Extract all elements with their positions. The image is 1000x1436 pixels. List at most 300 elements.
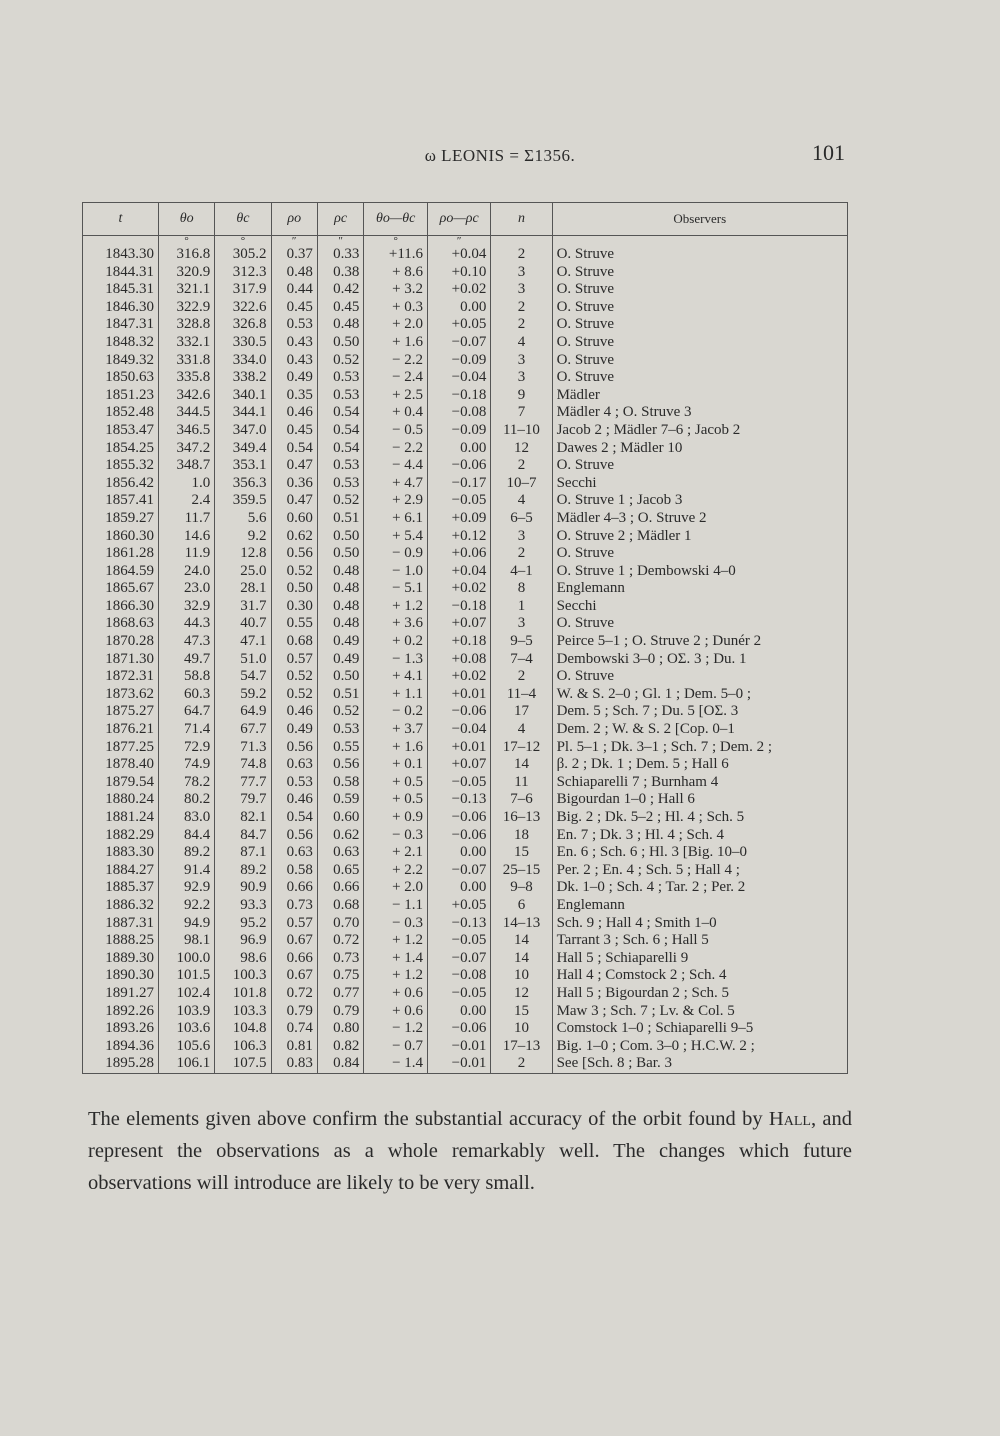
table-cell: 9–5 (491, 633, 552, 651)
table-cell: 1890.30 (83, 967, 159, 985)
table-cell: 17–13 (491, 1038, 552, 1056)
table-cell: Mädler (552, 387, 847, 405)
unit-cell: ″ (428, 236, 491, 247)
table-cell: 344.1 (215, 404, 271, 422)
table-cell: 0.52 (317, 703, 363, 721)
table-cell: + 2.1 (364, 844, 428, 862)
table-cell: 0.68 (317, 897, 363, 915)
table-cell: 0.82 (317, 1038, 363, 1056)
table-cell: 8 (491, 580, 552, 598)
table-cell: 0.83 (271, 1055, 317, 1073)
table-cell: 47.1 (215, 633, 271, 651)
table-cell: −0.09 (428, 352, 491, 370)
table-cell: 12 (491, 440, 552, 458)
table-row (83, 967, 848, 985)
table-cell: 1851.23 (83, 387, 159, 405)
table-cell: −0.09 (428, 422, 491, 440)
table-cell: 1881.24 (83, 809, 159, 827)
table-cell: 331.8 (159, 352, 215, 370)
table-cell: 1859.27 (83, 510, 159, 528)
table-cell: − 5.1 (364, 580, 428, 598)
table-cell: 1850.63 (83, 369, 159, 387)
table-cell: 0.51 (317, 510, 363, 528)
table-cell: W. & S. 2–0 ; Gl. 1 ; Dem. 5–0 ; (552, 686, 847, 704)
table-cell: 1883.30 (83, 844, 159, 862)
table-cell: 71.4 (159, 721, 215, 739)
table-cell: β. 2 ; Dk. 1 ; Dem. 5 ; Hall 6 (552, 756, 847, 774)
table-cell: 0.68 (271, 633, 317, 651)
table-cell: 1876.21 (83, 721, 159, 739)
table-row (83, 352, 848, 370)
table-row (83, 510, 848, 528)
table-cell: 24.0 (159, 563, 215, 581)
table-cell: 15 (491, 844, 552, 862)
table-cell: 60.3 (159, 686, 215, 704)
table-cell: 84.7 (215, 827, 271, 845)
table-cell: 7–4 (491, 651, 552, 669)
table-cell: 0.67 (271, 967, 317, 985)
table-cell: −0.06 (428, 827, 491, 845)
table-cell: 0.72 (317, 932, 363, 950)
unit-cell (491, 236, 552, 247)
table-cell: 2 (491, 246, 552, 264)
table-cell: 5.6 (215, 510, 271, 528)
table-cell: 334.0 (215, 352, 271, 370)
table-cell: + 0.1 (364, 756, 428, 774)
table-cell: − 1.4 (364, 1055, 428, 1073)
table-cell: 1872.31 (83, 668, 159, 686)
table-cell: 0.52 (317, 352, 363, 370)
table-row (83, 651, 848, 669)
paragraph-text-end: , and represent the observations as a whole remarkably well. The changes which future observations will introduce are likely to be very small. (88, 1108, 852, 1194)
table-cell: 72.9 (159, 739, 215, 757)
table-cell: 0.35 (271, 387, 317, 405)
table-cell: 1848.32 (83, 334, 159, 352)
table-cell: 0.73 (271, 897, 317, 915)
table-cell: 0.53 (317, 457, 363, 475)
table-cell: 91.4 (159, 862, 215, 880)
table-cell: 0.00 (428, 879, 491, 897)
table-cell: 1852.48 (83, 404, 159, 422)
table-cell: + 0.2 (364, 633, 428, 651)
table-cell: 1853.47 (83, 422, 159, 440)
table-cell: −0.06 (428, 809, 491, 827)
table-cell: 0.46 (271, 703, 317, 721)
table-row (83, 528, 848, 546)
table-cell: 96.9 (215, 932, 271, 950)
table-cell: 3 (491, 369, 552, 387)
table-cell: 6 (491, 897, 552, 915)
table-cell: +0.05 (428, 316, 491, 334)
table-cell: 47.3 (159, 633, 215, 651)
table-cell: 2 (491, 299, 552, 317)
table-cell: 90.9 (215, 879, 271, 897)
table-cell: −0.05 (428, 774, 491, 792)
table-cell: Secchi (552, 475, 847, 493)
table-cell: 1891.27 (83, 985, 159, 1003)
table-cell: 4 (491, 334, 552, 352)
table-cell: −0.18 (428, 387, 491, 405)
table-row (83, 1055, 848, 1073)
table-cell: 0.57 (271, 651, 317, 669)
table-cell: + 2.0 (364, 316, 428, 334)
table-cell: 0.75 (317, 967, 363, 985)
table-cell: 74.8 (215, 756, 271, 774)
table-cell: 18 (491, 827, 552, 845)
table-cell: 0.45 (317, 299, 363, 317)
table-cell: 10 (491, 1020, 552, 1038)
table-cell: 1845.31 (83, 281, 159, 299)
table-cell: 0.49 (317, 651, 363, 669)
table-cell: Dawes 2 ; Mädler 10 (552, 440, 847, 458)
table-header-row (83, 203, 848, 236)
table-cell: 1870.28 (83, 633, 159, 651)
table-row (83, 932, 848, 950)
table-body (83, 236, 848, 1074)
table-cell: + 2.2 (364, 862, 428, 880)
table-cell: 0.50 (317, 668, 363, 686)
unit-cell: ″ (317, 236, 363, 247)
table-row (83, 739, 848, 757)
table-cell: 11–10 (491, 422, 552, 440)
table-cell: 4 (491, 492, 552, 510)
table-cell: 340.1 (215, 387, 271, 405)
table-cell: + 0.4 (364, 404, 428, 422)
table-cell: 0.38 (317, 264, 363, 282)
table-cell: O. Struve (552, 316, 847, 334)
table-cell: 1889.30 (83, 950, 159, 968)
table-cell: 305.2 (215, 246, 271, 264)
table-cell: 78.2 (159, 774, 215, 792)
table-cell: 1877.25 (83, 739, 159, 757)
table-cell: 107.5 (215, 1055, 271, 1073)
table-cell: 49.7 (159, 651, 215, 669)
table-cell: 0.57 (271, 915, 317, 933)
table-row (83, 721, 848, 739)
table-cell: −0.13 (428, 791, 491, 809)
table-cell: − 1.0 (364, 563, 428, 581)
table-cell: 1880.24 (83, 791, 159, 809)
table-row (83, 387, 848, 405)
table-cell: 1895.28 (83, 1055, 159, 1073)
column-header: ρo—ρc (428, 203, 491, 236)
table-cell: 0.49 (317, 633, 363, 651)
table-cell: 1875.27 (83, 703, 159, 721)
table-cell: 0.62 (317, 827, 363, 845)
table-cell: 3 (491, 281, 552, 299)
table-cell: 353.1 (215, 457, 271, 475)
table-cell: 0.60 (317, 809, 363, 827)
table-cell: −0.05 (428, 985, 491, 1003)
table-cell: 40.7 (215, 615, 271, 633)
table-cell: 0.65 (317, 862, 363, 880)
table-cell: 0.49 (271, 369, 317, 387)
table-cell: 31.7 (215, 598, 271, 616)
table-cell: − 0.2 (364, 703, 428, 721)
table-cell: Dembowski 3–0 ; OΣ. 3 ; Du. 1 (552, 651, 847, 669)
table-cell: Big. 2 ; Dk. 5–2 ; Hl. 4 ; Sch. 5 (552, 809, 847, 827)
table-cell: 0.42 (317, 281, 363, 299)
table-cell: 0.73 (317, 950, 363, 968)
table-cell: 0.00 (428, 440, 491, 458)
table-cell: + 1.6 (364, 334, 428, 352)
table-cell: 0.44 (271, 281, 317, 299)
table-cell: 0.72 (271, 985, 317, 1003)
table-cell: + 1.2 (364, 967, 428, 985)
table-cell: 1854.25 (83, 440, 159, 458)
table-cell: O. Struve (552, 668, 847, 686)
table-cell: 0.54 (317, 404, 363, 422)
table-cell: + 1.4 (364, 950, 428, 968)
table-cell: +0.08 (428, 651, 491, 669)
table-cell: 2 (491, 545, 552, 563)
table-cell: +0.07 (428, 756, 491, 774)
table-cell: 4 (491, 721, 552, 739)
page-number: 101 (812, 140, 845, 165)
table-cell: −0.01 (428, 1038, 491, 1056)
table-cell: 0.80 (317, 1020, 363, 1038)
table-cell: 1873.62 (83, 686, 159, 704)
unit-cell (83, 236, 159, 247)
table-cell: 11.7 (159, 510, 215, 528)
table-cell: + 0.3 (364, 299, 428, 317)
table-cell: 100.3 (215, 967, 271, 985)
table-cell: O. Struve (552, 545, 847, 563)
table-cell: 3 (491, 264, 552, 282)
table-cell: 106.3 (215, 1038, 271, 1056)
table-cell: +0.02 (428, 668, 491, 686)
table-cell: 93.3 (215, 897, 271, 915)
table-cell: 2 (491, 457, 552, 475)
table-cell: − 2.2 (364, 352, 428, 370)
table-cell: Mädler 4 ; O. Struve 3 (552, 404, 847, 422)
table-cell: 0.47 (271, 492, 317, 510)
table-cell: 15 (491, 1003, 552, 1021)
table-row (83, 563, 848, 581)
table-cell: 0.56 (271, 739, 317, 757)
table-cell: 328.8 (159, 316, 215, 334)
table-row (83, 299, 848, 317)
table-cell: 0.45 (271, 299, 317, 317)
table-cell: 14 (491, 756, 552, 774)
table-cell: Mädler 4–3 ; O. Struve 2 (552, 510, 847, 528)
table-cell: + 4.1 (364, 668, 428, 686)
table-cell: 17 (491, 703, 552, 721)
table-cell: 9–8 (491, 879, 552, 897)
column-header: ρc (317, 203, 363, 236)
table-cell: 0.46 (271, 791, 317, 809)
table-cell: −0.07 (428, 862, 491, 880)
table-cell: 0.48 (317, 580, 363, 598)
table-cell: 0.54 (317, 422, 363, 440)
table-row (83, 615, 848, 633)
table-cell: 14 (491, 950, 552, 968)
table-cell: 332.1 (159, 334, 215, 352)
table-row (83, 598, 848, 616)
table-cell: + 3.6 (364, 615, 428, 633)
table-cell: + 0.5 (364, 774, 428, 792)
table-cell: +0.01 (428, 686, 491, 704)
table-row (83, 440, 848, 458)
table-cell: −0.05 (428, 492, 491, 510)
table-cell: 25.0 (215, 563, 271, 581)
table-cell: 0.50 (271, 580, 317, 598)
table-cell: 330.5 (215, 334, 271, 352)
table-cell: 1878.40 (83, 756, 159, 774)
table-cell: 0.66 (271, 879, 317, 897)
table-cell: 0.53 (317, 475, 363, 493)
table-row (83, 950, 848, 968)
table-cell: 44.3 (159, 615, 215, 633)
table-cell: 0.37 (271, 246, 317, 264)
table-cell: O. Struve 1 ; Jacob 3 (552, 492, 847, 510)
table-cell: 23.0 (159, 580, 215, 598)
table-cell: O. Struve (552, 281, 847, 299)
table-cell: Jacob 2 ; Mädler 7–6 ; Jacob 2 (552, 422, 847, 440)
table-cell: O. Struve 1 ; Dembowski 4–0 (552, 563, 847, 581)
table-cell: O. Struve (552, 246, 847, 264)
column-header: n (491, 203, 552, 236)
table-cell: 83.0 (159, 809, 215, 827)
table-row (83, 862, 848, 880)
table-row (83, 985, 848, 1003)
table-row (83, 281, 848, 299)
table-row (83, 668, 848, 686)
table-cell: Tarrant 3 ; Sch. 6 ; Hall 5 (552, 932, 847, 950)
table-cell: 101.8 (215, 985, 271, 1003)
table-cell: Dem. 2 ; W. & S. 2 [Cop. 0–1 (552, 721, 847, 739)
table-cell: + 0.6 (364, 985, 428, 1003)
table-cell: 0.00 (428, 844, 491, 862)
table-cell: 80.2 (159, 791, 215, 809)
unit-cell: ° (364, 236, 428, 247)
table-cell: 10–7 (491, 475, 552, 493)
table-row (83, 369, 848, 387)
table-cell: 1871.30 (83, 651, 159, 669)
table-cell: + 1.6 (364, 739, 428, 757)
table-cell: 320.9 (159, 264, 215, 282)
table-cell: 0.46 (271, 404, 317, 422)
table-cell: 0.45 (271, 422, 317, 440)
column-header: θo—θc (364, 203, 428, 236)
table-cell: 2 (491, 316, 552, 334)
table-cell: + 0.9 (364, 809, 428, 827)
table-cell: 1894.36 (83, 1038, 159, 1056)
table-cell: 317.9 (215, 281, 271, 299)
table-cell: See [Sch. 8 ; Bar. 3 (552, 1055, 847, 1073)
table-cell: −0.08 (428, 967, 491, 985)
table-cell: − 1.2 (364, 1020, 428, 1038)
table-cell: −0.06 (428, 457, 491, 475)
table-cell: 1855.32 (83, 457, 159, 475)
table-cell: −0.04 (428, 369, 491, 387)
table-cell: 1846.30 (83, 299, 159, 317)
table-cell: + 1.2 (364, 598, 428, 616)
table-cell: 0.33 (317, 246, 363, 264)
table-cell: +0.12 (428, 528, 491, 546)
table-cell: 0.52 (271, 563, 317, 581)
table-cell: 11–4 (491, 686, 552, 704)
table-row (83, 264, 848, 282)
table-cell: 0.50 (317, 334, 363, 352)
table-cell: −0.18 (428, 598, 491, 616)
table-cell: 0.66 (271, 950, 317, 968)
table-cell: 0.49 (271, 721, 317, 739)
table-cell: En. 6 ; Sch. 6 ; Hl. 3 [Big. 10–0 (552, 844, 847, 862)
table-cell: 322.6 (215, 299, 271, 317)
table-row (83, 844, 848, 862)
table-cell: 335.8 (159, 369, 215, 387)
table-cell: 0.52 (317, 492, 363, 510)
table-cell: 1885.37 (83, 879, 159, 897)
table-row (83, 457, 848, 475)
closing-paragraph (88, 1103, 852, 1199)
table-cell: 0.47 (271, 457, 317, 475)
units-row (83, 236, 848, 247)
table-cell: 0.84 (317, 1055, 363, 1073)
table-cell: 87.1 (215, 844, 271, 862)
table-cell: 2.4 (159, 492, 215, 510)
table-cell: 14–13 (491, 915, 552, 933)
table-cell: 79.7 (215, 791, 271, 809)
column-header: θo (159, 203, 215, 236)
table-cell: 1887.31 (83, 915, 159, 933)
table-cell: 359.5 (215, 492, 271, 510)
table-cell: +0.06 (428, 545, 491, 563)
table-cell: 100.0 (159, 950, 215, 968)
table-row (83, 545, 848, 563)
table-cell: 0.53 (317, 387, 363, 405)
table-cell: − 4.4 (364, 457, 428, 475)
table-cell: − 0.7 (364, 1038, 428, 1056)
table-cell: 348.7 (159, 457, 215, 475)
table-cell: 338.2 (215, 369, 271, 387)
table-row (83, 686, 848, 704)
table-cell: Bigourdan 1–0 ; Hall 6 (552, 791, 847, 809)
table-cell: −0.06 (428, 1020, 491, 1038)
table-cell: Per. 2 ; En. 4 ; Sch. 5 ; Hall 4 ; (552, 862, 847, 880)
table-cell: 51.0 (215, 651, 271, 669)
table-cell: O. Struve (552, 457, 847, 475)
table-cell: 347.2 (159, 440, 215, 458)
table-row (83, 756, 848, 774)
table-cell: −0.07 (428, 334, 491, 352)
table-cell: 7–6 (491, 791, 552, 809)
table-cell: 0.79 (317, 1003, 363, 1021)
table-cell: + 8.6 (364, 264, 428, 282)
table-cell: 0.52 (271, 686, 317, 704)
table-cell: 12 (491, 985, 552, 1003)
table-cell: − 2.4 (364, 369, 428, 387)
table-cell: 0.63 (271, 756, 317, 774)
table-cell: 103.3 (215, 1003, 271, 1021)
table-cell: 10 (491, 967, 552, 985)
table-cell: En. 7 ; Dk. 3 ; Hl. 4 ; Sch. 4 (552, 827, 847, 845)
table-cell: O. Struve (552, 299, 847, 317)
table-row (83, 334, 848, 352)
table-cell: 92.2 (159, 897, 215, 915)
table-cell: 1865.67 (83, 580, 159, 598)
table-cell: + 3.7 (364, 721, 428, 739)
table-cell: 1 (491, 598, 552, 616)
table-cell: 342.6 (159, 387, 215, 405)
table-cell: 0.56 (271, 545, 317, 563)
table-cell: 77.7 (215, 774, 271, 792)
table-row (83, 791, 848, 809)
paragraph-text-start: The elements given above confirm the substantial accuracy of the orbit found by (88, 1108, 769, 1130)
table-cell: 0.48 (317, 316, 363, 334)
table-cell: 0.00 (428, 299, 491, 317)
